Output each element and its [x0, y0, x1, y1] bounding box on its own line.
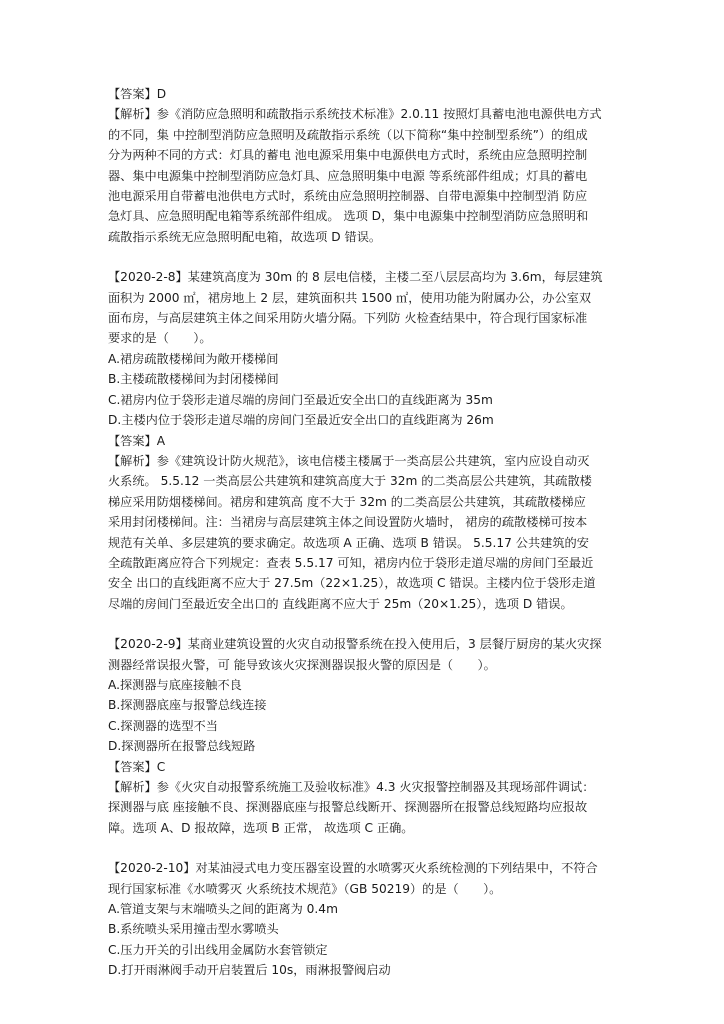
analysis-line: 梯应采用防烟楼梯间。裙房和建筑高 度不大于 32m 的二类高层公共建筑，其疏散楼梯应 [108, 494, 586, 509]
analysis-line: 器、集中电源集中控制型消防应急灯具、应急照明集中电源 等系统部件组成；灯具的蓄电 [108, 168, 588, 183]
option-d: D.探测器所在报警总线短路 [108, 739, 256, 754]
question-block-2 [108, 267, 618, 614]
option-d: D.打开雨淋阀手动开启装置后 10s，雨淋报警阀启动 [108, 963, 391, 978]
analysis-line: 分为两种不同的方式：灯具的蓄电 池电源采用集中电源供电方式时，系统由应急照明控制 [108, 148, 588, 163]
option-c: C.裙房内位于袋形走道尽端的房间门至最近安全出口的直线距离为 35m [108, 392, 493, 407]
analysis-line: 规范有关单、多层建筑的要求确定。故选项 A 正确、选项 B 错误。 5.5.17 公共建筑的安 [108, 535, 589, 550]
question-stem-line: 【2020-2-8】某建筑高度为 30m 的 8 层电信楼，主楼二至八层层高均为 3.6m，每层建筑 [108, 270, 603, 285]
question-stem-line: 【2020-2-10】对某油浸式电力变压器室设置的水喷雾灭火系统检测的下列结果中，不符合 [108, 861, 598, 876]
option-b: B.系统喷头采用撞击型水雾喷头 [108, 922, 279, 937]
question-block-1 [108, 84, 618, 247]
analysis-line: 尽端的房间门至最近安全出口的 直线距离不应大于 25m（20×1.25），选项 D 错误。 [108, 596, 573, 611]
option-d: D.主楼内位于袋形走道尽端的房间门至最近安全出口的直线距离为 26m [108, 413, 494, 428]
question-block-4 [108, 858, 618, 980]
option-a: A.管道支架与末端喷头之间的距离为 0.4m [108, 902, 338, 917]
option-b: B.主楼疏散楼梯间为封闭楼梯间 [108, 372, 279, 387]
answer-line: 【答案】A [108, 433, 166, 448]
document-page [108, 84, 618, 981]
question-stem-line: 现行国家标准《水喷雾灭 火系统技术规范》（GB 50219）的是（ ）。 [108, 881, 502, 896]
option-c: C.压力开关的引出线用金属防水套管锁定 [108, 942, 328, 957]
question-stem-line: 【2020-2-9】某商业建筑设置的火灾自动报警系统在投入使用后，3 层餐厅厨房的某火灾探 [108, 637, 602, 652]
option-a: A.裙房疏散楼梯间为敞开楼梯间 [108, 351, 279, 366]
analysis-line: 采用封闭楼梯间。注：当裙房与高层建筑主体之间设置防火墙时， 裙房的疏散楼梯可按本 [108, 515, 588, 530]
analysis-line: 安全 出口的直线距离不应大于 27.5m（22×1.25），故选项 C 错误。主楼内位于袋形走道 [108, 576, 596, 591]
analysis-line: 【解析】参《火灾自动报警系统施工及验收标准》4.3 火灾报警控制器及其现场部件调试： [108, 780, 595, 794]
analysis-line: 【解析】参《建筑设计防火规范》，该电信楼主楼属于一类高层公共建筑，室内应设自动灭 [108, 453, 590, 468]
question-stem-line: 面布房，与高层建筑主体之间采用防火墙分隔。下列防 火检查结果中，符合现行国家标准 [108, 311, 588, 326]
analysis-line: 的不同，集 中控制型消防应急照明及疏散指示系统（以下简称“集中控制型系统”）的组成 [108, 127, 588, 142]
question-block-3 [108, 634, 618, 838]
analysis-line: 【解析】参《消防应急照明和疏散指示系统技术标准》2.0.11 按照灯具蓄电池电源供电方式 [108, 107, 602, 122]
analysis-line: 池电源采用自带蓄电池供电方式时，系统由应急照明控制器、自带电源集中控制型消 防应 [108, 189, 588, 204]
answer-line: 【答案】D [108, 87, 167, 101]
question-stem-line: 面积为 2000 ㎡，裙房地上 2 层，建筑面积共 1500 ㎡，使用功能为附属办公，办公室双 [108, 290, 592, 305]
analysis-line: 全疏散距离应符合下列规定：查表 5.5.17 可知，裙房内位于袋形走道尽端的房间门至最近 [108, 555, 594, 570]
option-b: B.探测器底座与报警总线连接 [108, 698, 267, 713]
analysis-line: 疏散指示系统无应急照明配电箱，故选项 D 错误。 [108, 229, 382, 244]
analysis-line: 障。选项 A、D 报故障，选项 B 正常， 故选项 C 正确。 [108, 820, 414, 835]
option-a: A.探测器与底座接触不良 [108, 677, 242, 692]
analysis-line: 急灯具、应急照明配电箱等系统部件组成。 选项 D，集中电源集中控制型消防应急照明和 [108, 209, 589, 224]
question-stem-line: 测器经常误报火警，可 能导致该火灾探测器误报火警的原因是（ ）。 [108, 657, 496, 672]
question-stem-line: 要求的是（ ）。 [108, 331, 212, 346]
option-c: C.探测器的选型不当 [108, 718, 218, 733]
analysis-line: 探测器与底 座接触不良、探测器底座与报警总线断开、探测器所在报警总线短路均应报故 [108, 800, 588, 815]
analysis-line: 火系统。 5.5.12 一类高层公共建筑和建筑高度大于 32m 的二类高层公共建筑，其疏散楼 [108, 474, 592, 489]
answer-line: 【答案】C [108, 759, 166, 774]
